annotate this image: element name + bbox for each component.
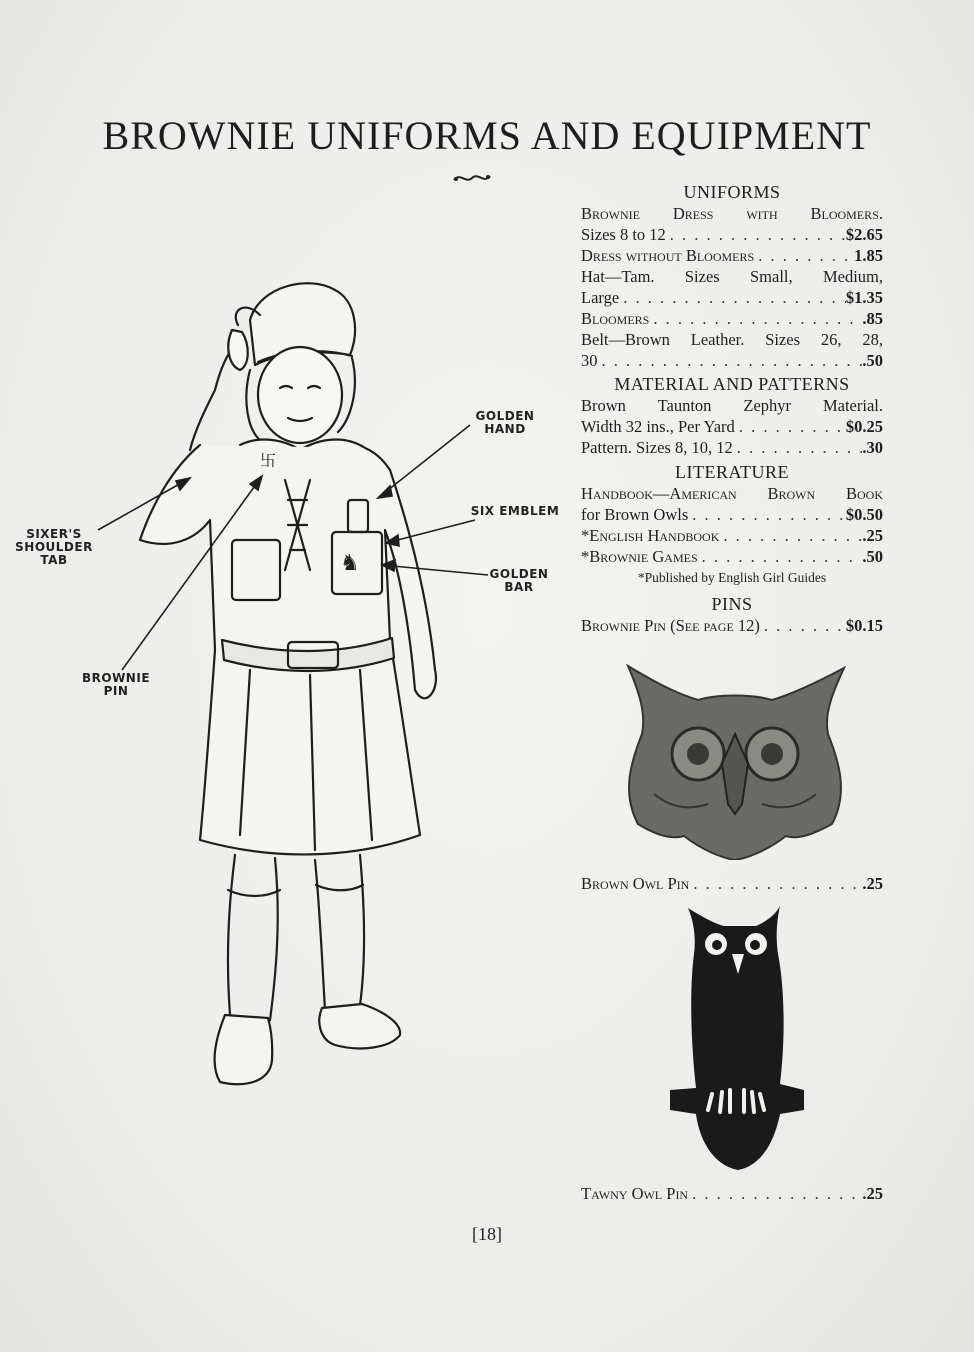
pin-row-tawny-owl (581, 1183, 883, 1204)
section-heading-material: MATERIAL AND PATTERNS (614, 374, 850, 394)
list-item-line: Brownie Dress with Bloomers. (581, 204, 883, 223)
list-item: 30 . . . .50 (581, 350, 883, 371)
price: .50 (862, 351, 883, 370)
list-item-line: Handbook—American Brown Book (581, 484, 883, 503)
section-heading-pins: PINS (711, 594, 753, 614)
list-item: for Brown Owls . . . $0.50 (581, 504, 883, 525)
price: .85 (862, 309, 883, 328)
list-item: Brownie Pin (See page 12) . . . $0.15 (581, 615, 883, 636)
callout-six-emblem: SIX EMBLEM (470, 504, 560, 518)
list-item: Width 32 ins., Per Yard . . . $0.25 (581, 416, 883, 437)
section-heading-uniforms: UNIFORMS (683, 182, 781, 202)
list-item: *English Handbook . . . .25 (581, 525, 883, 546)
list-item: Large . . . $1.35 (581, 287, 883, 308)
list-item: Brown Owl Pin . . . .25 (581, 873, 883, 894)
list-item-line: Hat—Tam. Sizes Small, Medium, (581, 267, 883, 286)
section-heading-literature: LITERATURE (675, 462, 789, 482)
price-list (581, 182, 883, 636)
list-item: Dress without Bloomers . . . 1.85 (581, 245, 883, 266)
price: 1.85 (854, 246, 883, 265)
price: $2.65 (845, 225, 883, 244)
list-item: Tawny Owl Pin . . . .25 (581, 1183, 883, 1204)
svg-text:卐: 卐 (260, 451, 277, 470)
price: .30 (862, 438, 883, 457)
pin-row-brown-owl (581, 873, 883, 894)
price: $0.15 (845, 616, 883, 635)
price: .25 (862, 1184, 883, 1203)
tawny-owl-pin-image (664, 904, 814, 1174)
brown-owl-pin-image (618, 664, 852, 860)
page-number: [18] (472, 1224, 502, 1244)
list-item: Pattern. Sizes 8, 10, 12 . . . .30 (581, 437, 883, 458)
price: $0.50 (845, 505, 883, 524)
footnote: *Published by English Girl Guides (637, 570, 827, 585)
list-item-line: Belt—Brown Leather. Sizes 26, 28, (581, 330, 883, 349)
price: $0.25 (845, 417, 883, 436)
price: .25 (862, 874, 883, 893)
price: .50 (862, 547, 883, 566)
price: .25 (862, 526, 883, 545)
callout-golden-hand: GOLDEN HAND (475, 409, 535, 436)
list-item-line: Brown Taunton Zephyr Material. (581, 396, 883, 415)
price: $1.35 (845, 288, 883, 307)
callout-golden-bar: GOLDEN BAR (489, 567, 549, 594)
list-item: Bloomers . . . .85 (581, 308, 883, 329)
callout-sixers-shoulder-tab: SIXER'S SHOULDER TAB (15, 527, 93, 567)
svg-text:♞: ♞ (340, 551, 360, 576)
page-title: BROWNIE UNIFORMS AND EQUIPMENT (102, 113, 872, 158)
list-item: *Brownie Games . . . .50 (581, 546, 883, 567)
list-item: Sizes 8 to 12 . . . $2.65 (581, 224, 883, 245)
callout-brownie-pin: BROWNIE PIN (81, 671, 151, 698)
